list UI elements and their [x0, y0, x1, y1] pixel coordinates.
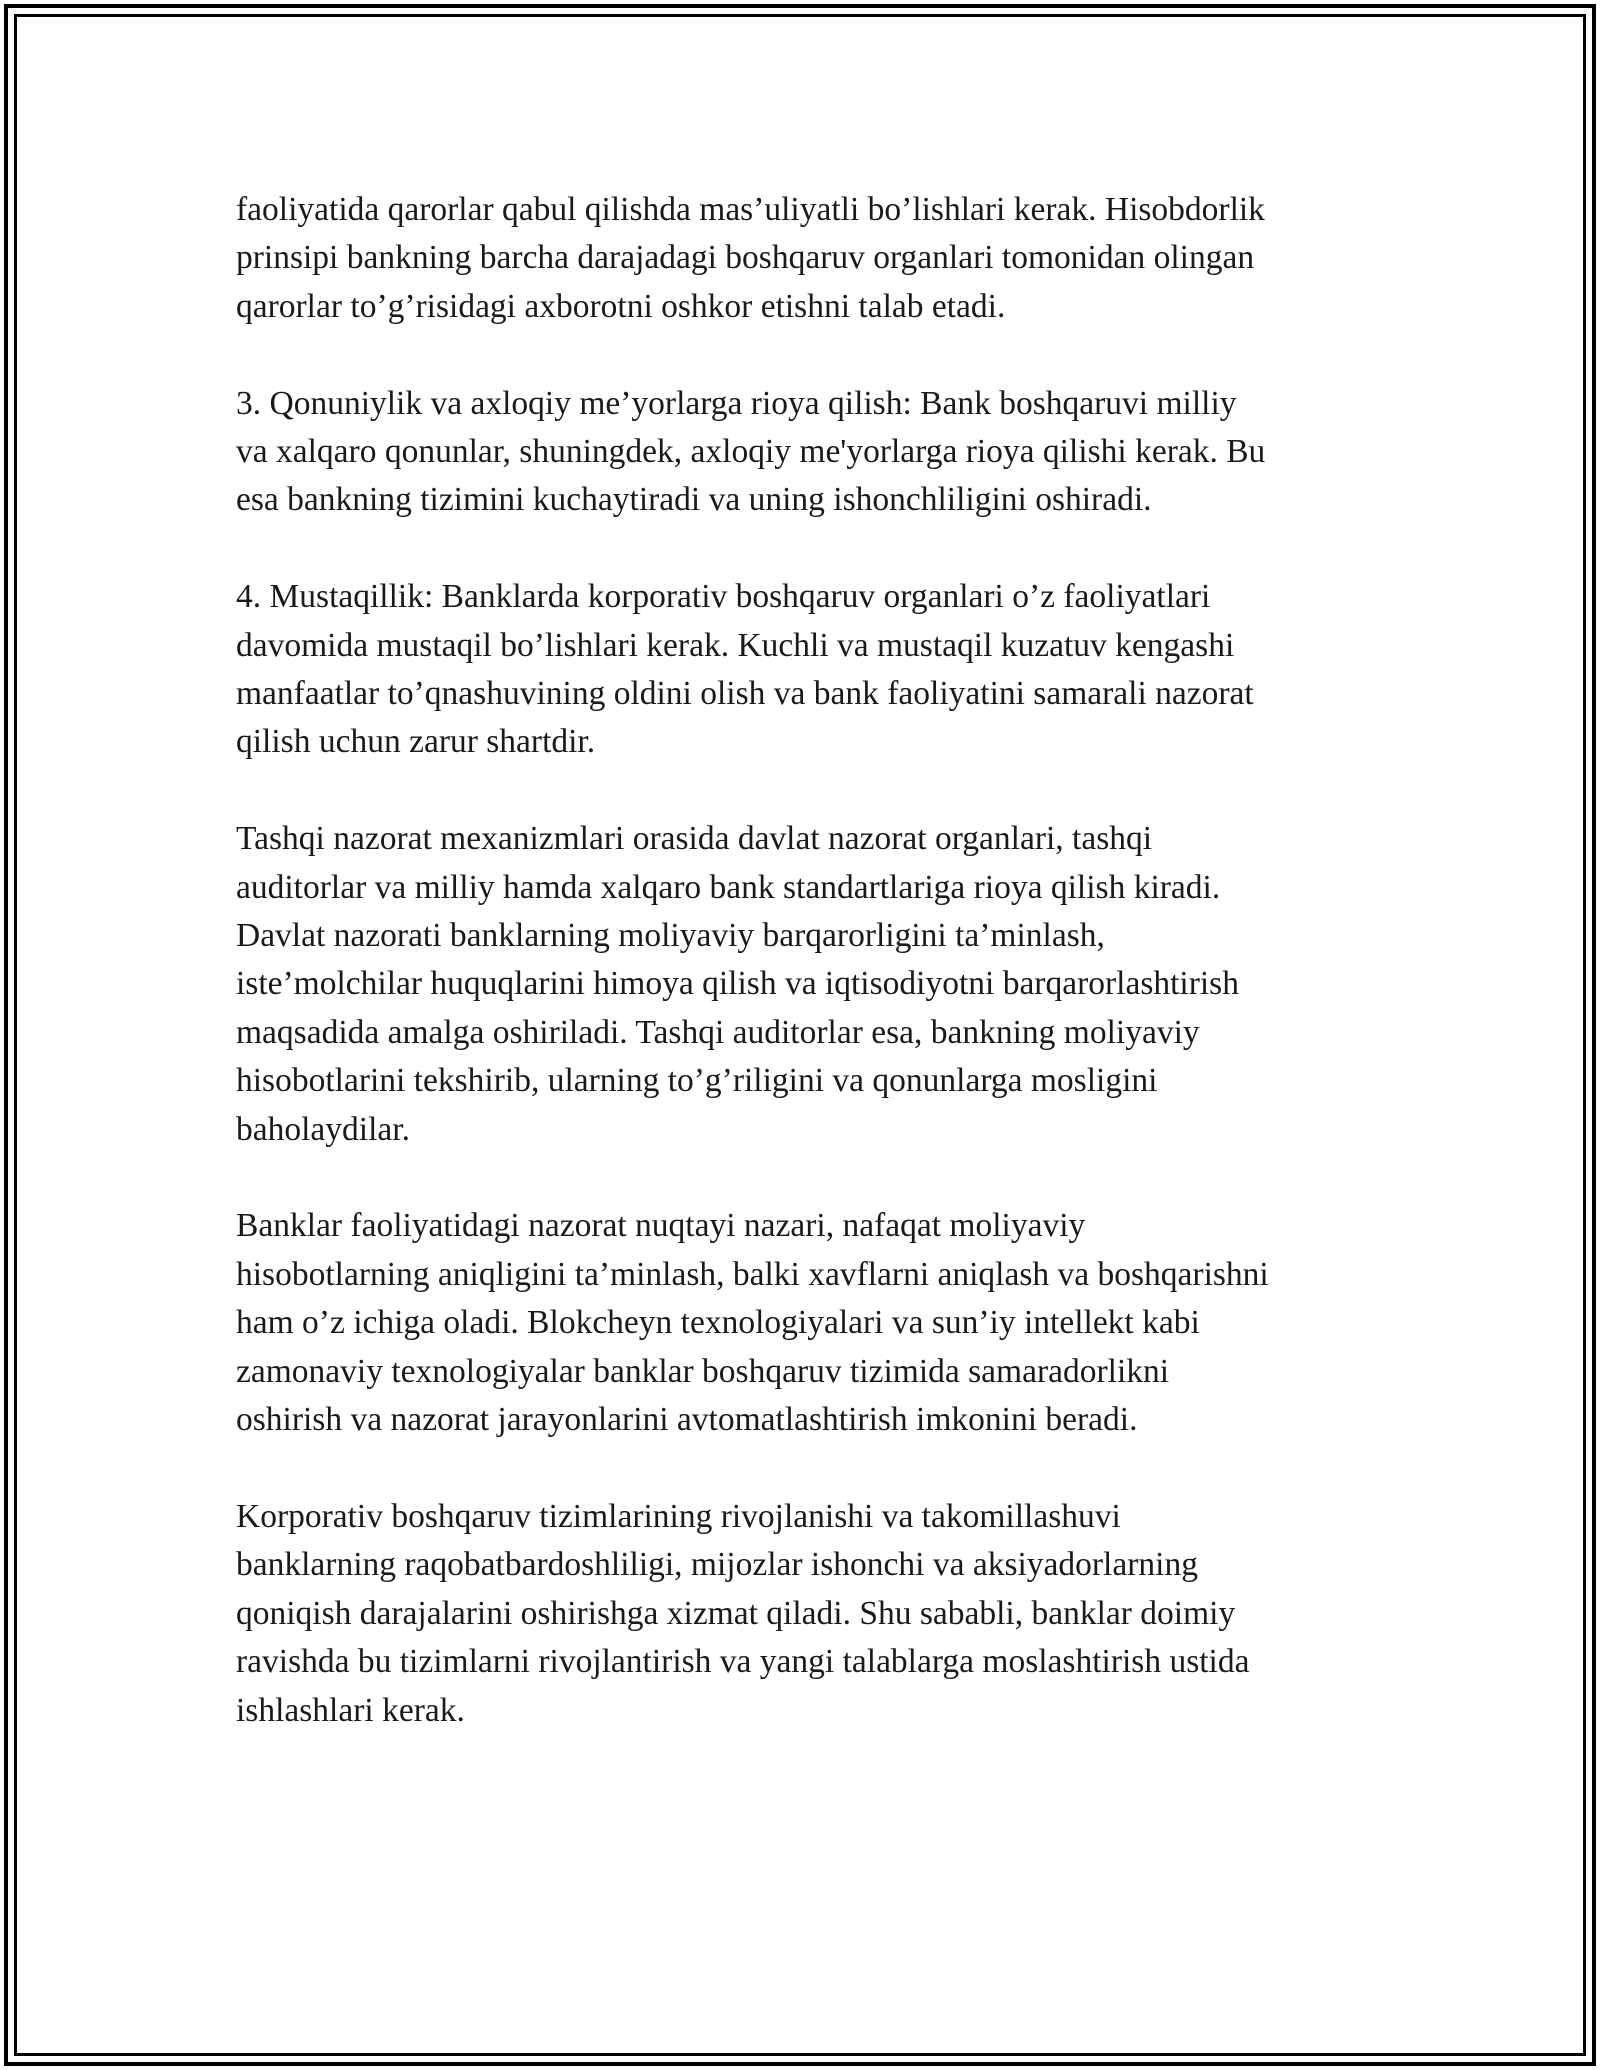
paragraph-governance-development: Korporativ boshqaruv tizimlarining rivojlanishi va takomillashuvi banklarning raqobatbardoshliligi, mijozlar ishonchi va aksiyadorlarning qoniqish darajalarini oshirishga xizmat qiladi. Shu sababli, banklar doimiy ravishda bu tizimlarni rivojlantirish va yangi talablarga moslashtirish ustida ishlashlari kerak.	[236, 1497, 1250, 1729]
paragraph-accountability-continued: faoliyatida qarorlar qabul qilishda mas’uliyatli bo’lishlari kerak. Hisobdorlik prinsipi bankning barcha darajadagi boshqaruv organlari tomonidan olingan qarorlar to’g’risidagi axborotni oshkor etishni talab etadi.	[236, 191, 1265, 325]
paragraph-independence: 4. Mustaqillik: Banklarda korporativ boshqaruv organlari o’z faoliyatlari davomida mustaqil bo’lishlari kerak. Kuchli va mustaqil kuzatuv kengashi manfaatlar to’qnashuvining oldini olish va bank faoliyatini samarali nazorat qilish uchun zarur shartdir.	[236, 578, 1254, 761]
paragraph-external-control: Tashqi nazorat mexanizmlari orasida davlat nazorat organlari, tashqi auditorlar va milliy hamda xalqaro bank standartlariga rioya qilish kiradi. Davlat nazorati banklarning moliyaviy barqarorligini ta’minlash, iste’molchilar huquqlarini himoya qilish va iqtisodiyotni barqarorlashtirish maqsadida amalga oshiriladi. Tashqi auditorlar esa, bankning moliyaviy hisobotlarini tekshirib, ularning to’g’riligini va qonunlarga mosligini baholaydilar.	[236, 820, 1239, 1148]
document-body	[236, 186, 1386, 1783]
paragraph-legality-ethics: 3. Qonuniylik va axloqiy me’yorlarga rioya qilish: Bank boshqaruvi milliy va xalqaro qonunlar, shuningdek, axloqiy me'yorlarga rioya qilishi kerak. Bu esa bankning tizimini kuchaytiradi va uning ishonchliligini oshiradi.	[236, 384, 1266, 519]
paragraph-control-technologies: Banklar faoliyatidagi nazorat nuqtayi nazari, nafaqat moliyaviy hisobotlarning aniqligini ta’minlash, balki xavflarni aniqlash va boshqarishni ham o’z ichiga oladi. Blokcheyn texnologiyalari va sun’iy intellekt kabi zamonaviy texnologiyalar banklar boshqaruv tizimida samaradorlikni oshirish va nazorat jarayonlarini avtomatlashtirish imkonini beradi.	[236, 1207, 1269, 1439]
